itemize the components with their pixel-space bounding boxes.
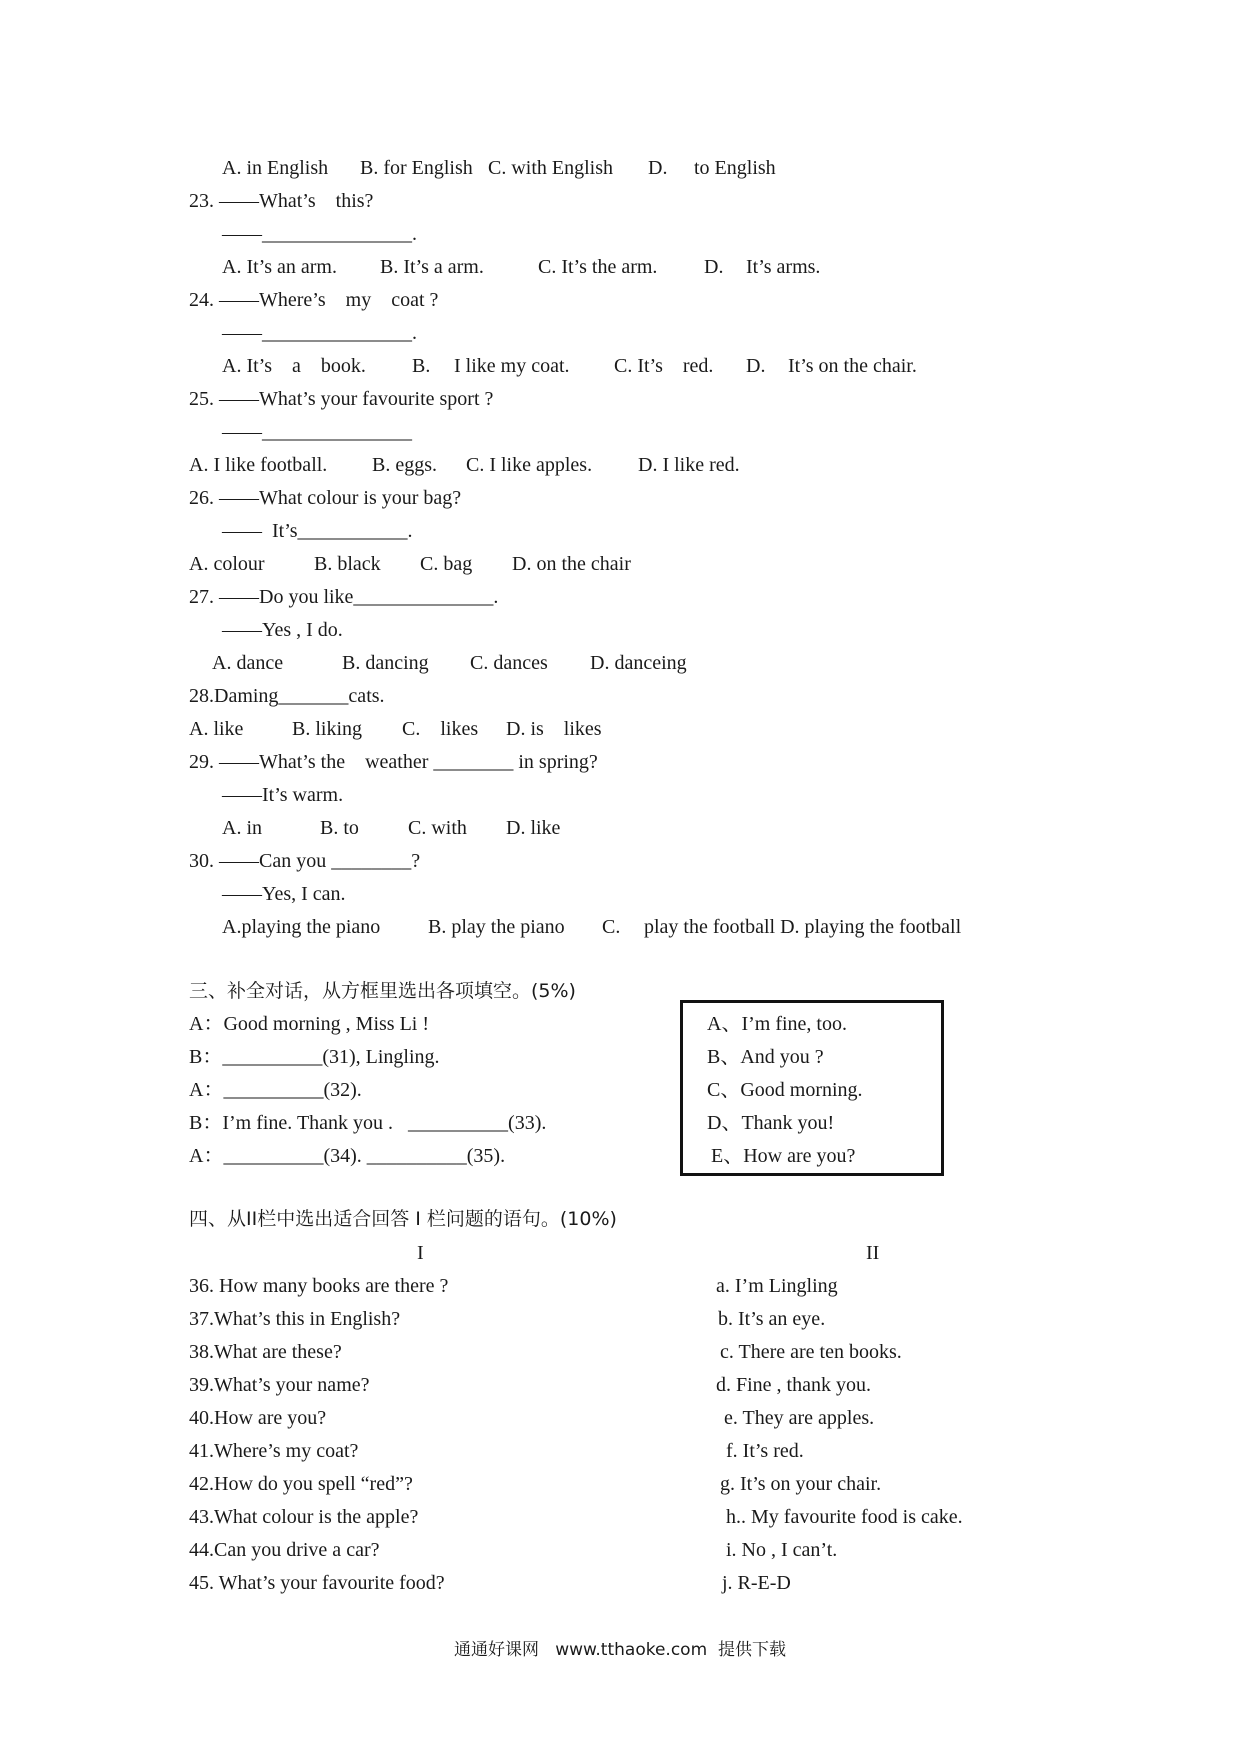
answer-30: ——Yes, I can.: [222, 883, 346, 905]
question-28: 28.Daming_______cats.: [189, 685, 385, 707]
section-3-heading: 三、补全对话，从方框里选出各项填空。(5%): [189, 980, 576, 1002]
answer-blank-25: ——_______________: [222, 421, 412, 443]
list-item: f. It’s red.: [726, 1440, 804, 1462]
option-d: D.: [704, 256, 724, 278]
option-c: C. likes: [402, 718, 479, 740]
question-26: 26. ——What colour is your bag?: [189, 487, 462, 509]
list-item: b. It’s an eye.: [718, 1308, 826, 1330]
list-item: 44.Can you drive a car?: [189, 1539, 380, 1561]
answer-29: ——It’s warm.: [222, 784, 344, 806]
dialogue-line: A：__________(34). __________(35).: [189, 1145, 506, 1167]
question-30: 30. ——Can you ________?: [189, 850, 421, 872]
option-d-text: It’s arms.: [746, 256, 821, 278]
option-c: C. dances: [470, 652, 548, 674]
question-29: 29. ——What’s the weather ________ in spring?: [189, 751, 598, 773]
column-2-header: II: [866, 1242, 880, 1264]
option-b: B. It’s a arm.: [380, 256, 484, 278]
page-footer: 通通好课网 www.tthaoke.com 提供下载: [454, 1640, 786, 1660]
option-c: C. with: [408, 817, 467, 839]
option-a: A. dance: [212, 652, 284, 674]
answer-blank-24: ——_______________.: [222, 322, 417, 344]
list-item: 36. How many books are there ?: [189, 1275, 449, 1297]
option-b: B. black: [314, 553, 381, 575]
option-a: A. like: [189, 718, 244, 740]
option-a: A. It’s a book.: [222, 355, 366, 377]
question-24: 24. ——Where’s my coat ?: [189, 289, 439, 311]
answer-27: ——Yes , I do.: [222, 619, 343, 641]
answer-blank-26: —— It’s___________.: [222, 520, 413, 542]
choice-item: A、I’m fine, too.: [707, 1013, 847, 1035]
option-c-text: play the football D. playing the football: [644, 916, 962, 938]
option-a: A. It’s an arm.: [222, 256, 337, 278]
choice-item: E、How are you?: [711, 1145, 856, 1167]
option-a: A.playing the piano: [222, 916, 381, 938]
option-b: B. dancing: [342, 652, 429, 674]
option-c: C. It’s red.: [614, 355, 714, 377]
question-25: 25. ——What’s your favourite sport ?: [189, 388, 494, 410]
option-d: D.: [648, 157, 668, 179]
option-a: A. I like football.: [189, 454, 328, 476]
option-a: A. in: [222, 817, 262, 839]
option-d: D.: [746, 355, 766, 377]
list-item: d. Fine , thank you.: [716, 1374, 871, 1396]
option-c: C. with English: [488, 157, 614, 179]
option-b-text: I like my coat.: [454, 355, 570, 377]
option-d: D. like: [506, 817, 561, 839]
option-d: D. danceing: [590, 652, 687, 674]
list-item: 45. What’s your favourite food?: [189, 1572, 445, 1594]
question-23: 23. ——What’s this?: [189, 190, 374, 212]
option-b: B. for English: [360, 157, 473, 179]
option-b: B. eggs.: [372, 454, 437, 476]
list-item: h.. My favourite food is cake.: [726, 1506, 963, 1528]
answer-choices-box: [680, 1000, 944, 1176]
option-d: D. I like red.: [638, 454, 740, 476]
option-c: C. I like apples.: [466, 454, 593, 476]
section-4-heading: 四、从II栏中选出适合回答 I 栏问题的语句。(10%): [189, 1208, 617, 1230]
option-d: D. on the chair: [512, 553, 631, 575]
option-b: B.: [412, 355, 431, 377]
dialogue-line: A：Good morning , Miss Li !: [189, 1013, 429, 1035]
choice-item: D、Thank you!: [707, 1112, 835, 1134]
list-item: g. It’s on your chair.: [720, 1473, 882, 1495]
column-1-header: I: [417, 1242, 424, 1264]
list-item: 40.How are you?: [189, 1407, 327, 1429]
dialogue-line: A：__________(32).: [189, 1079, 362, 1101]
choice-item: C、Good morning.: [707, 1079, 863, 1101]
option-a: A. in English: [222, 157, 329, 179]
option-d-text: to English: [694, 157, 776, 179]
list-item: 38.What are these?: [189, 1341, 342, 1363]
option-c: C. bag: [420, 553, 473, 575]
list-item: a. I’m Lingling: [716, 1275, 838, 1297]
list-item: 39.What’s your name?: [189, 1374, 370, 1396]
list-item: j. R-E-D: [722, 1572, 791, 1594]
option-d: D. is likes: [506, 718, 602, 740]
choice-item: B、And you ?: [707, 1046, 824, 1068]
question-27: 27. ——Do you like______________.: [189, 586, 499, 608]
option-a: A. colour: [189, 553, 265, 575]
dialogue-line: B：__________(31), Lingling.: [189, 1046, 440, 1068]
option-c: C. It’s the arm.: [538, 256, 658, 278]
option-c: C.: [602, 916, 621, 938]
option-d-text: It’s on the chair.: [788, 355, 917, 377]
list-item: 37.What’s this in English?: [189, 1308, 401, 1330]
answer-blank-23: ——_______________.: [222, 223, 417, 245]
list-item: 41.Where’s my coat?: [189, 1440, 359, 1462]
list-item: 42.How do you spell “red”?: [189, 1473, 413, 1495]
list-item: 43.What colour is the apple?: [189, 1506, 419, 1528]
list-item: c. There are ten books.: [720, 1341, 902, 1363]
option-b: B. liking: [292, 718, 363, 740]
option-b: B. play the piano: [428, 916, 565, 938]
option-b: B. to: [320, 817, 359, 839]
list-item: e. They are apples.: [724, 1407, 875, 1429]
dialogue-line: B：I’m fine. Thank you . __________(33).: [189, 1112, 547, 1134]
list-item: i. No , I can’t.: [726, 1539, 838, 1561]
